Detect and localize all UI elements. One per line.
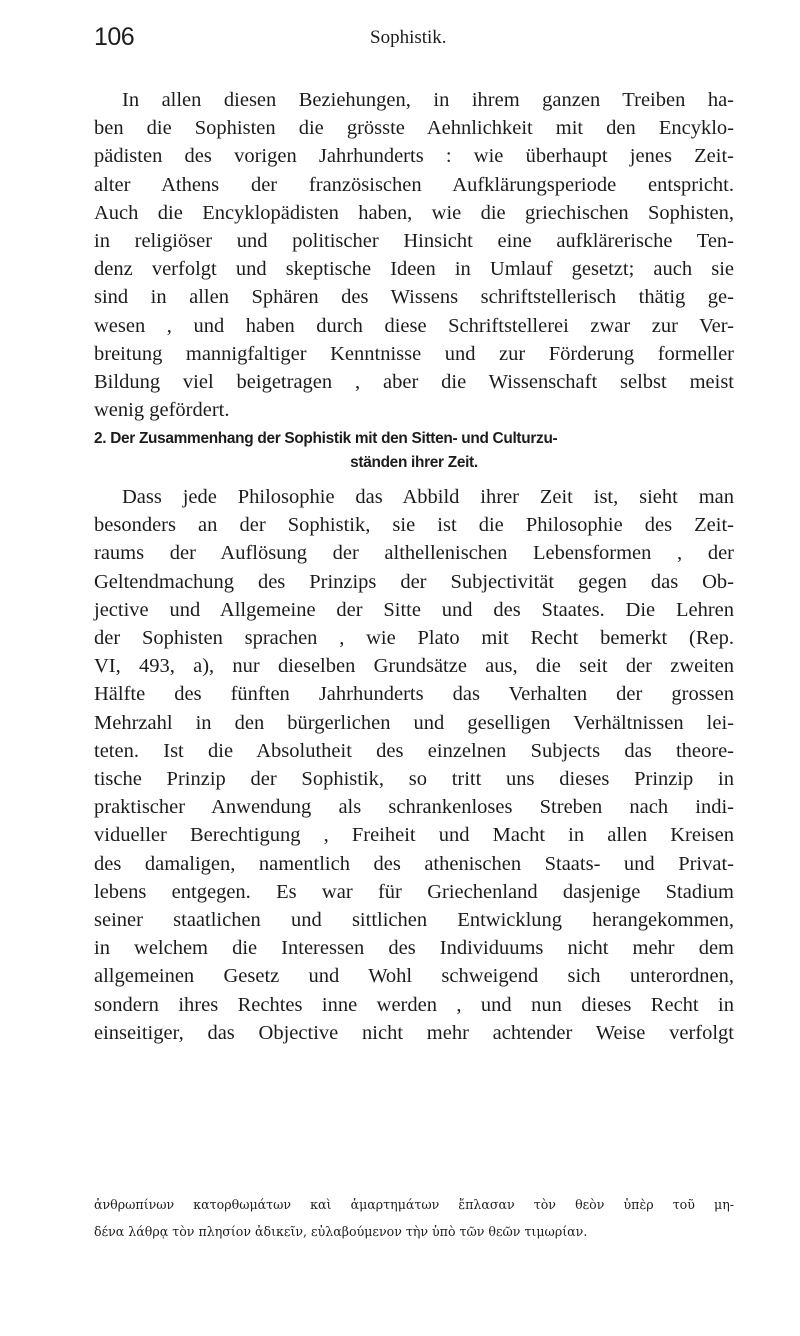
text-line: in welchem die Interessen des Individuums nicht mehr dem <box>94 937 734 960</box>
text-line: jective und Allgemeine der Sitte und des Staates. Die Lehren <box>94 598 734 621</box>
text-line: VI, 493, a), nur dieselben Grundsätze aus, die seit der zweiten <box>94 655 734 678</box>
footnote-line: δένα λάθρᾳ τὸν πλησίον ἀδικεῖν, εὐλαβούμενον τὴν ὑπὸ τῶν θεῶν τιμωρίαν. <box>94 1224 588 1239</box>
text-line: lebens entgegen. Es war für Griechenland dasjenige Stadium <box>94 880 734 903</box>
text-line: alter Athens der französischen Aufklärungsperiode entspricht. <box>94 173 734 196</box>
text-line: praktischer Anwendung als schrankenloses Streben nach indi- <box>94 796 734 819</box>
text-line: tische Prinzip der Sophistik, so tritt uns dieses Prinzip in <box>94 768 734 791</box>
footnote <box>94 1191 734 1245</box>
running-title: Sophistik. <box>370 27 447 48</box>
section-heading <box>94 427 734 475</box>
paragraph-1 <box>94 86 734 424</box>
text-line: pädisten des vorigen Jahrhunderts : wie überhaupt jenes Zeit- <box>94 145 734 168</box>
text-line: einseitiger, das Objective nicht mehr achtender Weise verfolgt <box>94 1021 734 1044</box>
heading-line: ständen ihrer Zeit. <box>350 454 478 471</box>
text-line: ben die Sophisten die grösste Aehnlichkeit mit den Encyklo- <box>94 117 734 140</box>
text-line: Mehrzahl in den bürgerlichen und geselligen Verhältnissen lei- <box>94 711 734 734</box>
text-line: wesen , und haben durch diese Schriftstellerei zwar zur Ver- <box>94 314 734 337</box>
text-line: Hälfte des fünften Jahrhunderts das Verhalten der grossen <box>94 683 734 706</box>
text-line: in religiöser und politischer Hinsicht eine aufklärerische Ten- <box>94 230 734 253</box>
text-line: teten. Ist die Absolutheit des einzelnen Subjects das theore- <box>94 739 734 762</box>
page-number: 106 <box>94 23 135 51</box>
footnote-line: ἀνθρωπίνων κατορθωμάτων καὶ ἁμαρτημάτων ἔπλασαν τὸν θεὸν ὑπὲρ τοῦ μη- <box>94 1197 734 1212</box>
text-line: des damaligen, namentlich des athenischen Staats- und Privat- <box>94 852 734 875</box>
text-line: Geltendmachung des Prinzips der Subjectivität gegen das Ob- <box>94 570 734 593</box>
heading-line: 2. Der Zusammenhang der Sophistik mit den Sitten- und Culturzu- <box>94 430 558 447</box>
text-line: Auch die Encyklopädisten haben, wie die griechischen Sophisten, <box>94 201 734 224</box>
text-line: besonders an der Sophistik, sie ist die Philosophie des Zeit- <box>94 514 734 537</box>
paragraph-2 <box>94 483 734 1047</box>
text-line: Dass jede Philosophie das Abbild ihrer Zeit ist, sieht man <box>122 486 734 508</box>
text-line: allgemeinen Gesetz und Wohl schweigend sich unterordnen, <box>94 965 734 988</box>
text-line: sondern ihres Rechtes inne werden , und nun dieses Recht in <box>94 993 734 1016</box>
page-header <box>94 22 734 58</box>
text-line: der Sophisten sprachen , wie Plato mit Recht bemerkt (Rep. <box>94 627 734 650</box>
text-line: seiner staatlichen und sittlichen Entwicklung herangekommen, <box>94 909 734 932</box>
text-line: In allen diesen Beziehungen, in ihrem ganzen Treiben ha- <box>122 89 734 111</box>
text-line: breitung mannigfaltiger Kenntnisse und zur Förderung formeller <box>94 342 734 365</box>
text-line: wenig gefördert. <box>94 399 230 422</box>
text-line: denz verfolgt und skeptische Ideen in Umlauf gesetzt; auch sie <box>94 258 734 281</box>
text-line: sind in allen Sphären des Wissens schriftstellerisch thätig ge- <box>94 286 734 309</box>
text-line: raums der Auflösung der althellenischen Lebensformen , der <box>94 542 734 565</box>
text-line: vidueller Berechtigung , Freiheit und Macht in allen Kreisen <box>94 824 734 847</box>
text-line: Bildung viel beigetragen , aber die Wissenschaft selbst meist <box>94 371 734 394</box>
